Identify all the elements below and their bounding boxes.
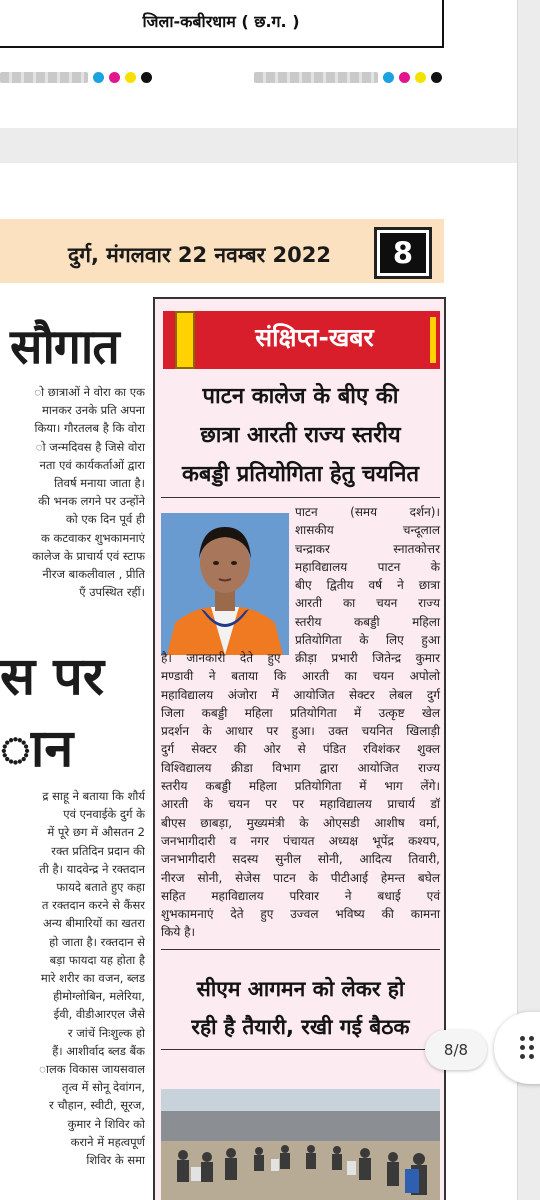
left-article-line: र चौहान, स्वीटी, सूरज,: [48, 1098, 145, 1113]
story-body-line: नीरज सोनी, सेजेस पाटन के पीटीआई हेमन्त बघेल: [161, 870, 440, 885]
left-article-line: कालेज के प्राचार्य एवं स्टाफ: [32, 548, 145, 563]
left-article-line: अन्य बीमारियों का खतरा: [43, 916, 145, 931]
issue-date: दुर्ग, मंगलवार 22 नवम्बर 2022: [68, 243, 331, 267]
registration-bar: [0, 72, 88, 83]
story-body-line: सहित महाविद्यालय परिवार ने बधाई एवं: [161, 888, 440, 903]
story-body-line: बीए द्वितीय वर्ष ने छात्रा: [295, 578, 440, 593]
previous-page-footer-box: [0, 0, 444, 48]
left-article-line: एँ उपस्थित रहीं।: [79, 585, 145, 600]
left-article-line: तिवर्ष मनाया जाता है।: [54, 476, 145, 491]
story-body-narrow: [295, 503, 440, 649]
left-article-line: र जांचें निःशुल्क हो: [67, 1025, 145, 1040]
black-dot: [141, 72, 152, 83]
story-divider: [161, 949, 440, 950]
headline-rule: [161, 497, 440, 498]
left-article-line: किया। गौरतलब है कि वोरा: [34, 421, 145, 436]
story-body-line: महाविद्यालय पाटन के: [295, 559, 440, 574]
left-article-line: रक्त प्रतिदिन प्रदान की: [51, 843, 145, 858]
left-article-line: त रक्तदान करने से कैंसर: [41, 898, 145, 913]
registration-bar: [254, 72, 378, 83]
left-article-line: ो छात्राओं ने वोरा का एक: [34, 385, 145, 399]
second-story-headline-line: सीएम आगमन को लेकर हो: [196, 977, 405, 1001]
story-body-line: शासकीय चन्दूलाल: [295, 523, 440, 538]
left-article-line: क कटवाकर शुभकामनाएं: [41, 530, 145, 545]
story-body-line: मण्डावी ने बताया कि आरती का चयन अपोलो: [161, 669, 440, 684]
story-body-line: महाविद्यालय अंजोरा में आयोजित सेक्टर लेबल दुर्ग: [161, 687, 440, 702]
left-headline: सौगात: [10, 319, 119, 375]
page-indicator: 8/8: [425, 1030, 487, 1070]
page-number-box: [374, 227, 432, 279]
left-headline-2-line-2: ान: [0, 719, 74, 779]
story-body-line: विश्विद्यालय क्रीडा विभाग द्वारा आयोजित राज्य: [161, 760, 440, 775]
story-body-line: बीएस छाबड़ा, मुख्यमंत्री के ओएसडी आशीष वर्मा,: [161, 815, 440, 830]
cyan-dot: [383, 72, 394, 83]
left-article-text-1: [0, 383, 145, 601]
story-body-line: स्तरीय कबड्डी महिला: [295, 614, 440, 629]
story-body-line: शुभकामनाएं देते हुए उज्वल भविष्य की कामना: [161, 907, 440, 922]
story-body-line: पाटन (समय दर्शन)।: [295, 505, 440, 519]
student-photo: [161, 513, 289, 655]
second-story-headline-line: रही है तैयारी, रखी गई बैठक: [191, 1015, 410, 1039]
story-body-line: दुर्ग सेक्टर की ओर से पंडित रविशंकर शुक्ल: [161, 742, 440, 757]
left-article-line: फायदे बताते हुए कहा: [56, 880, 145, 895]
ribbon-accent: [175, 311, 195, 369]
left-article-line: ईवी, वीडीआरएल जैसे: [53, 1007, 145, 1022]
left-column: [0, 283, 150, 1200]
section-label: संक्षिप्त-खबर: [255, 323, 374, 352]
left-article-text-2: [0, 787, 145, 1169]
left-article-line: की भनक लगने पर उन्होंने: [38, 494, 145, 509]
yellow-dot: [415, 72, 426, 83]
left-article-line: तृत्व में सोनू देवांगन,: [62, 1080, 145, 1095]
story-body-line: किये है।: [161, 925, 196, 940]
story-body-line: चन्द्राकर स्नातकोत्तर: [295, 541, 440, 556]
left-article-line: हीमोग्लोबिन, मलेरिया,: [53, 989, 145, 1004]
left-article-line: नीरज बाकलीवाल , प्रीति: [42, 567, 145, 582]
news-brief-box: [153, 297, 446, 1200]
left-article-line: मानकर उनके प्रति अपना: [41, 403, 145, 418]
previous-page-district: जिला-कबीरधाम ( छ.ग. ): [142, 12, 300, 31]
grid-icon: [520, 1036, 536, 1060]
left-article-line: बड़ा फायदा यह होता है: [49, 952, 145, 967]
left-article-line: हो जाता है। रक्तदान से: [49, 934, 145, 949]
page-number: 8: [380, 233, 426, 273]
meeting-photo: [161, 1089, 440, 1200]
left-article-line: कुमार ने शिविर को: [67, 1116, 145, 1131]
story-headline-line: कबड्डी प्रतियोगिता हेतु चयनित: [182, 462, 419, 487]
left-article-line: नता एवं कार्यकर्ताओं द्वारा: [39, 457, 145, 472]
registration-marks-left: [0, 71, 152, 83]
left-article-line: मारे शरीर का वजन, ब्लड: [40, 971, 145, 986]
story-body-line: प्रदर्शन के आधार पर हुआ। उक्त चयनित खिलाड़ी: [161, 724, 440, 739]
left-article-line: शिविर के समा: [86, 1153, 145, 1168]
story-body-line: स्तरीय कबड्डी महिला प्रतियोगिता में भाग लेंगे।: [161, 779, 440, 794]
left-article-line: में पूरे छग में औसतन 2: [47, 825, 145, 840]
story-headline-line: पाटन कालेज के बीए की: [202, 384, 399, 409]
story-body-line: जनभागीदारी सदस्य सुनील सोनी, आदित्य तिवारी,: [161, 852, 440, 867]
left-article-line: को एक दिन पूर्व ही: [65, 512, 145, 527]
story-body-line: जनभागीदारी व नगर पंचायत अध्यक्ष भूपेंद्र कश्यप,: [161, 833, 440, 848]
story-body-line: प्रतियोगिता के लिए हुआ: [295, 633, 440, 648]
section-ribbon: [163, 311, 440, 369]
left-article-line: हैं। आशीर्वाद ब्लड बैंक: [52, 1043, 145, 1058]
magenta-dot: [399, 72, 410, 83]
left-article-line: ालक विकास जायसवाल: [39, 1062, 145, 1077]
story-headline-line: छात्रा आरती राज्य स्तरीय: [200, 423, 401, 448]
magenta-dot: [109, 72, 120, 83]
yellow-dot: [125, 72, 136, 83]
meeting-photo-graphic: [161, 1089, 440, 1200]
story-body-line: है। जानकारी देते हुए क्रीड़ा प्रभारी जितेन्द्र कुमार: [161, 651, 440, 665]
ribbon-accent: [430, 317, 436, 363]
date-band: [0, 219, 444, 283]
left-article-line: द्र साहू ने बताया कि शौर्य: [42, 789, 145, 803]
story-body-line: आरती के चयन पर पर महाविद्यालय प्राचार्य डॉ: [161, 797, 440, 812]
story-body-wide: [161, 649, 440, 942]
previous-page-strip: [0, 0, 518, 128]
registration-marks-right: [254, 71, 442, 83]
story-body-line: जिला कबड्डी महिला प्रतियोगिता में उत्कृष्ट खेल: [161, 705, 440, 720]
headline-rule: [161, 1049, 440, 1050]
black-dot: [431, 72, 442, 83]
left-article-line: एवं एनवाईके दुर्ग के: [63, 807, 145, 822]
left-article-line: ती है। यादवेन्द्र ने रक्तदान: [39, 861, 145, 876]
left-article-line: ो जन्मदिवस है जिसे वोरा: [35, 439, 145, 454]
story-body-line: आरती का चयन राज्य: [295, 596, 440, 611]
student-photo-graphic: [161, 513, 289, 655]
cyan-dot: [93, 72, 104, 83]
left-headline-2-line-1: स पर: [0, 647, 105, 707]
left-article-line: कराने में महत्वपूर्ण: [70, 1134, 145, 1149]
